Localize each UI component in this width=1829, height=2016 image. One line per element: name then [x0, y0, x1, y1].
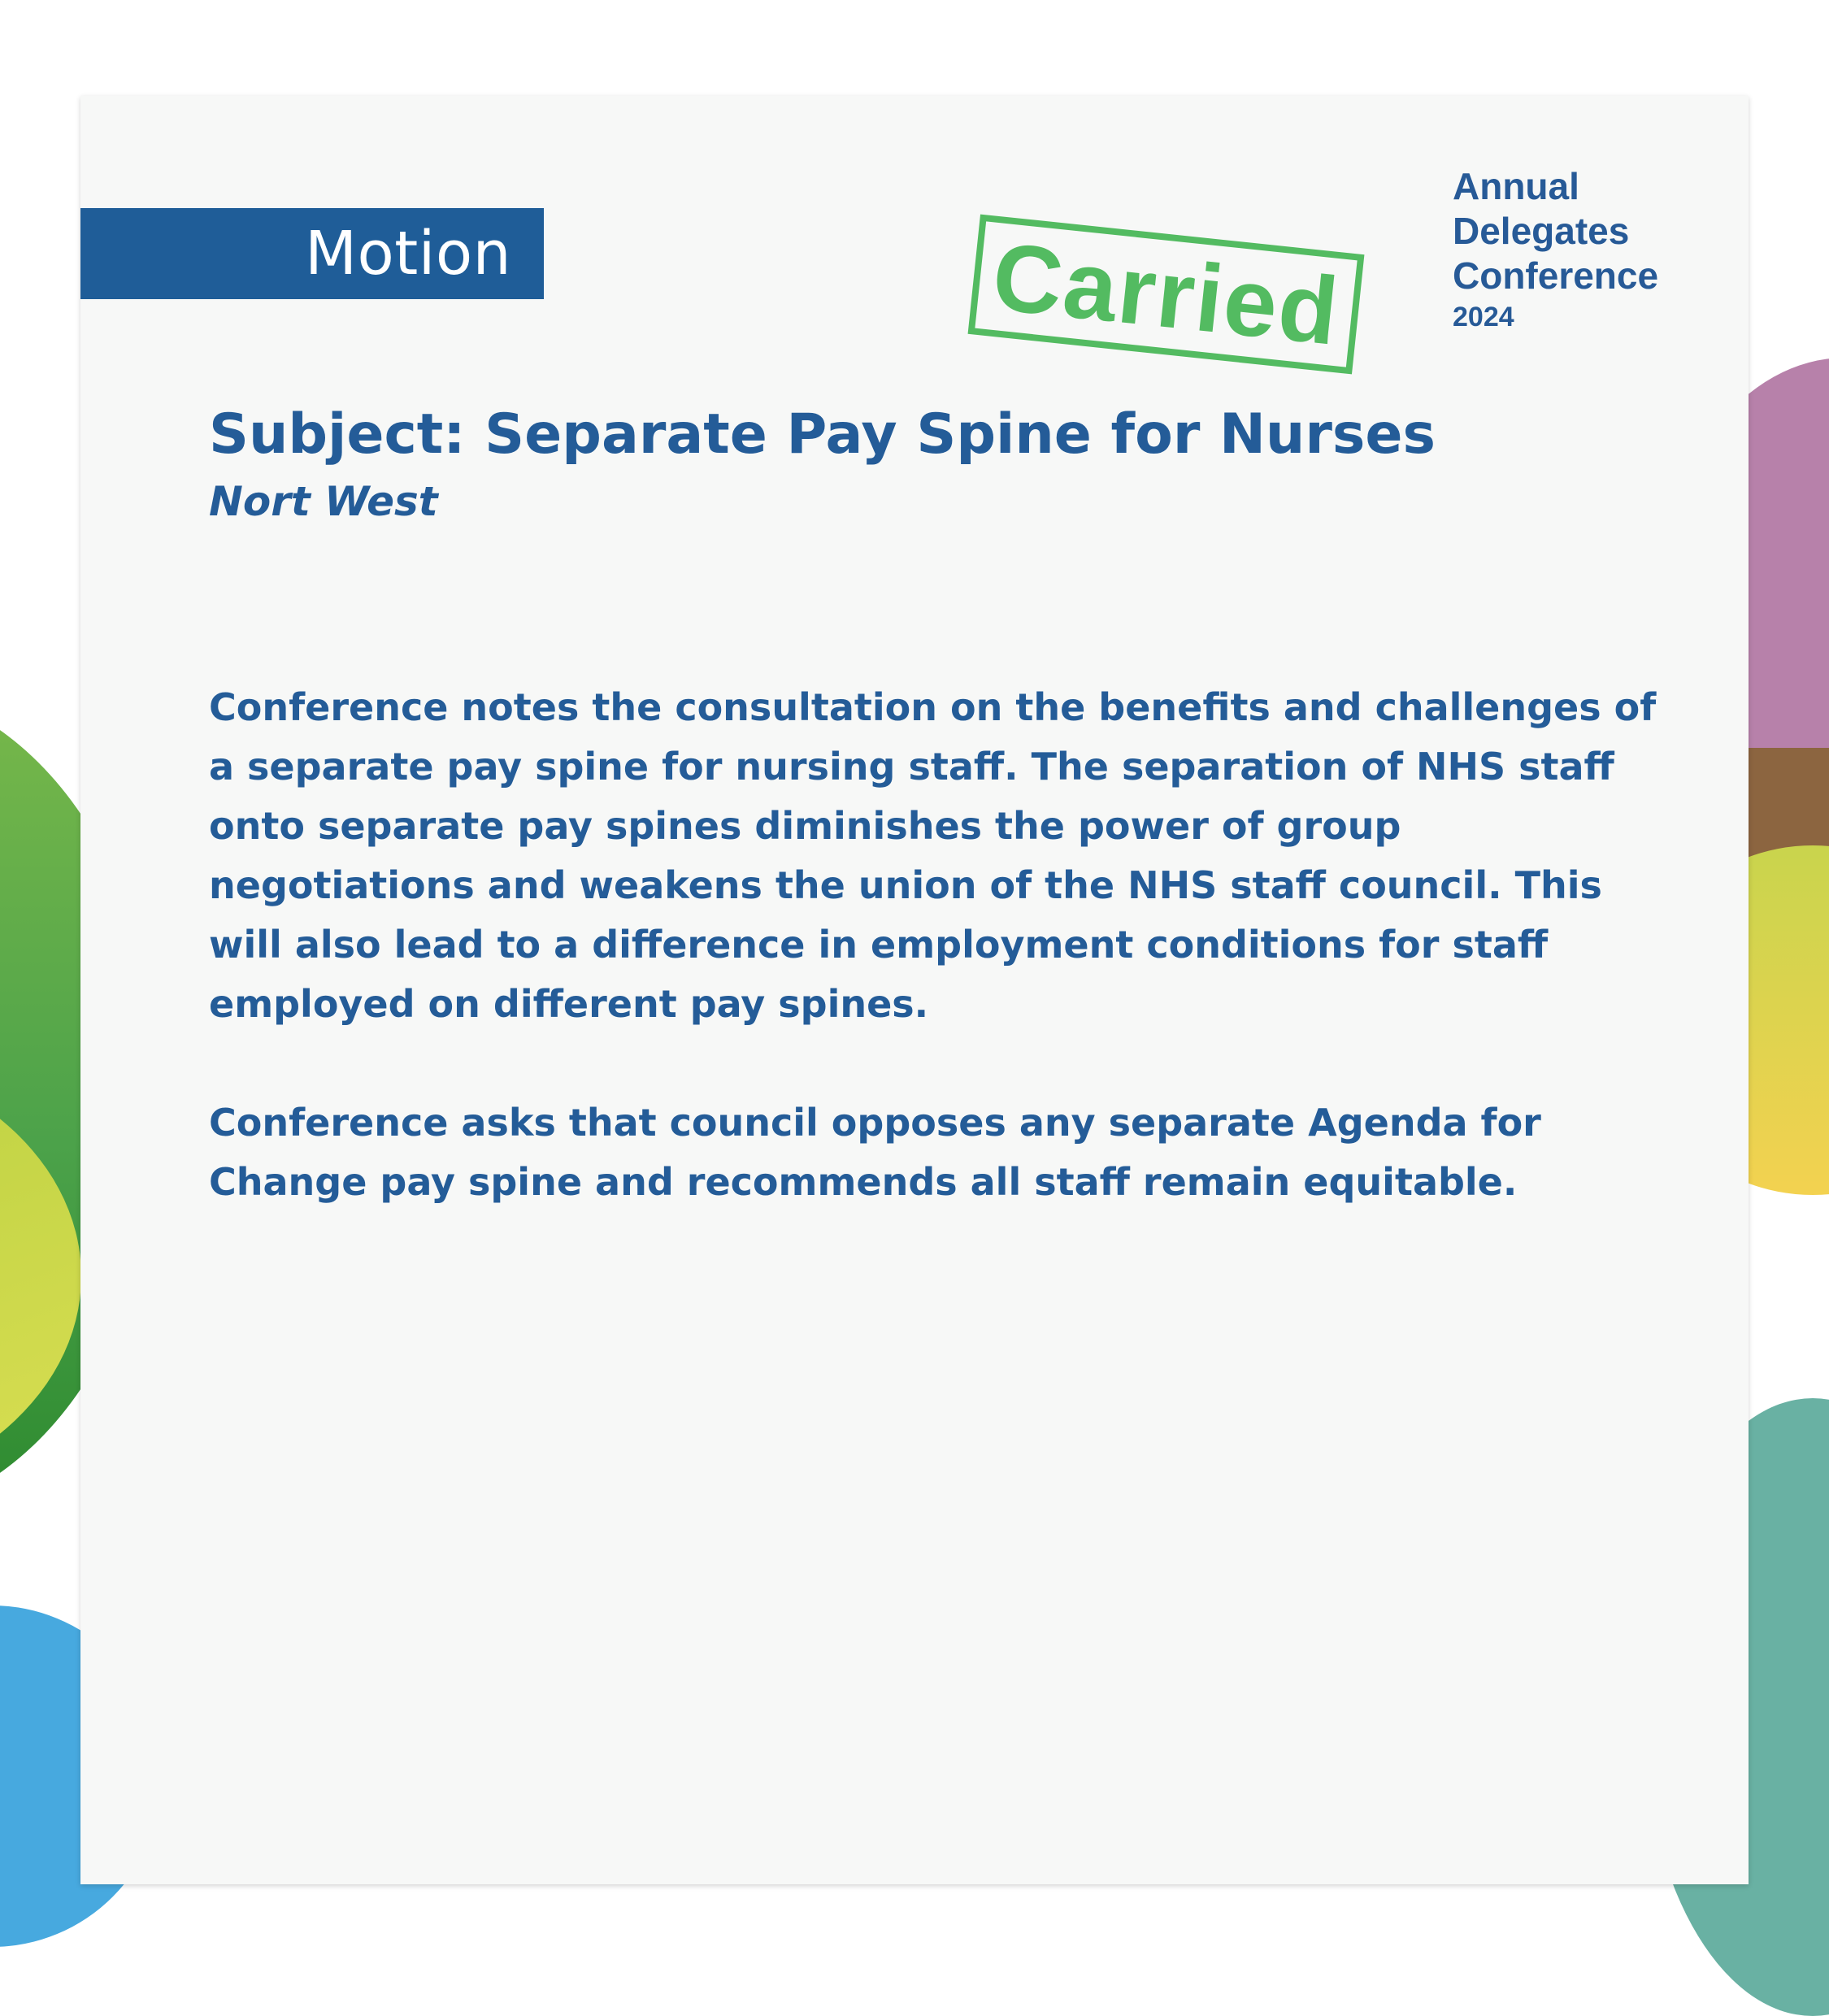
- motion-body: [209, 678, 1672, 1271]
- conference-brand: [1453, 164, 1658, 333]
- brand-year: 2024: [1453, 302, 1514, 332]
- motion-document: [80, 96, 1749, 1884]
- motion-label: Motion: [305, 219, 511, 289]
- stamp-text: Carried: [988, 223, 1345, 366]
- carried-stamp: [968, 215, 1365, 375]
- brand-line-2: Delegates: [1453, 210, 1630, 252]
- subject-region: Nort West: [209, 478, 438, 525]
- brand-line-1: Annual: [1453, 165, 1579, 207]
- motion-label-banner: [80, 208, 544, 299]
- subject-title: Subject: Separate Pay Spine for Nurses: [209, 402, 1436, 467]
- body-paragraph-1: Conference notes the consultation on the benefits and challenges of a separate pay spine for nursing staff. The separation of NHS staff onto separate pay spines diminishes the power of group negotiations and weakens the union of the NHS staff council. This will also lead to a difference in employment conditions for staff employed on different pay spines.: [209, 685, 1657, 1026]
- body-paragraph-2: Conference asks that council opposes any separate Agenda for Change pay spine and recommends all staff remain equitable.: [209, 1101, 1541, 1204]
- brand-line-3: Conference: [1453, 254, 1659, 297]
